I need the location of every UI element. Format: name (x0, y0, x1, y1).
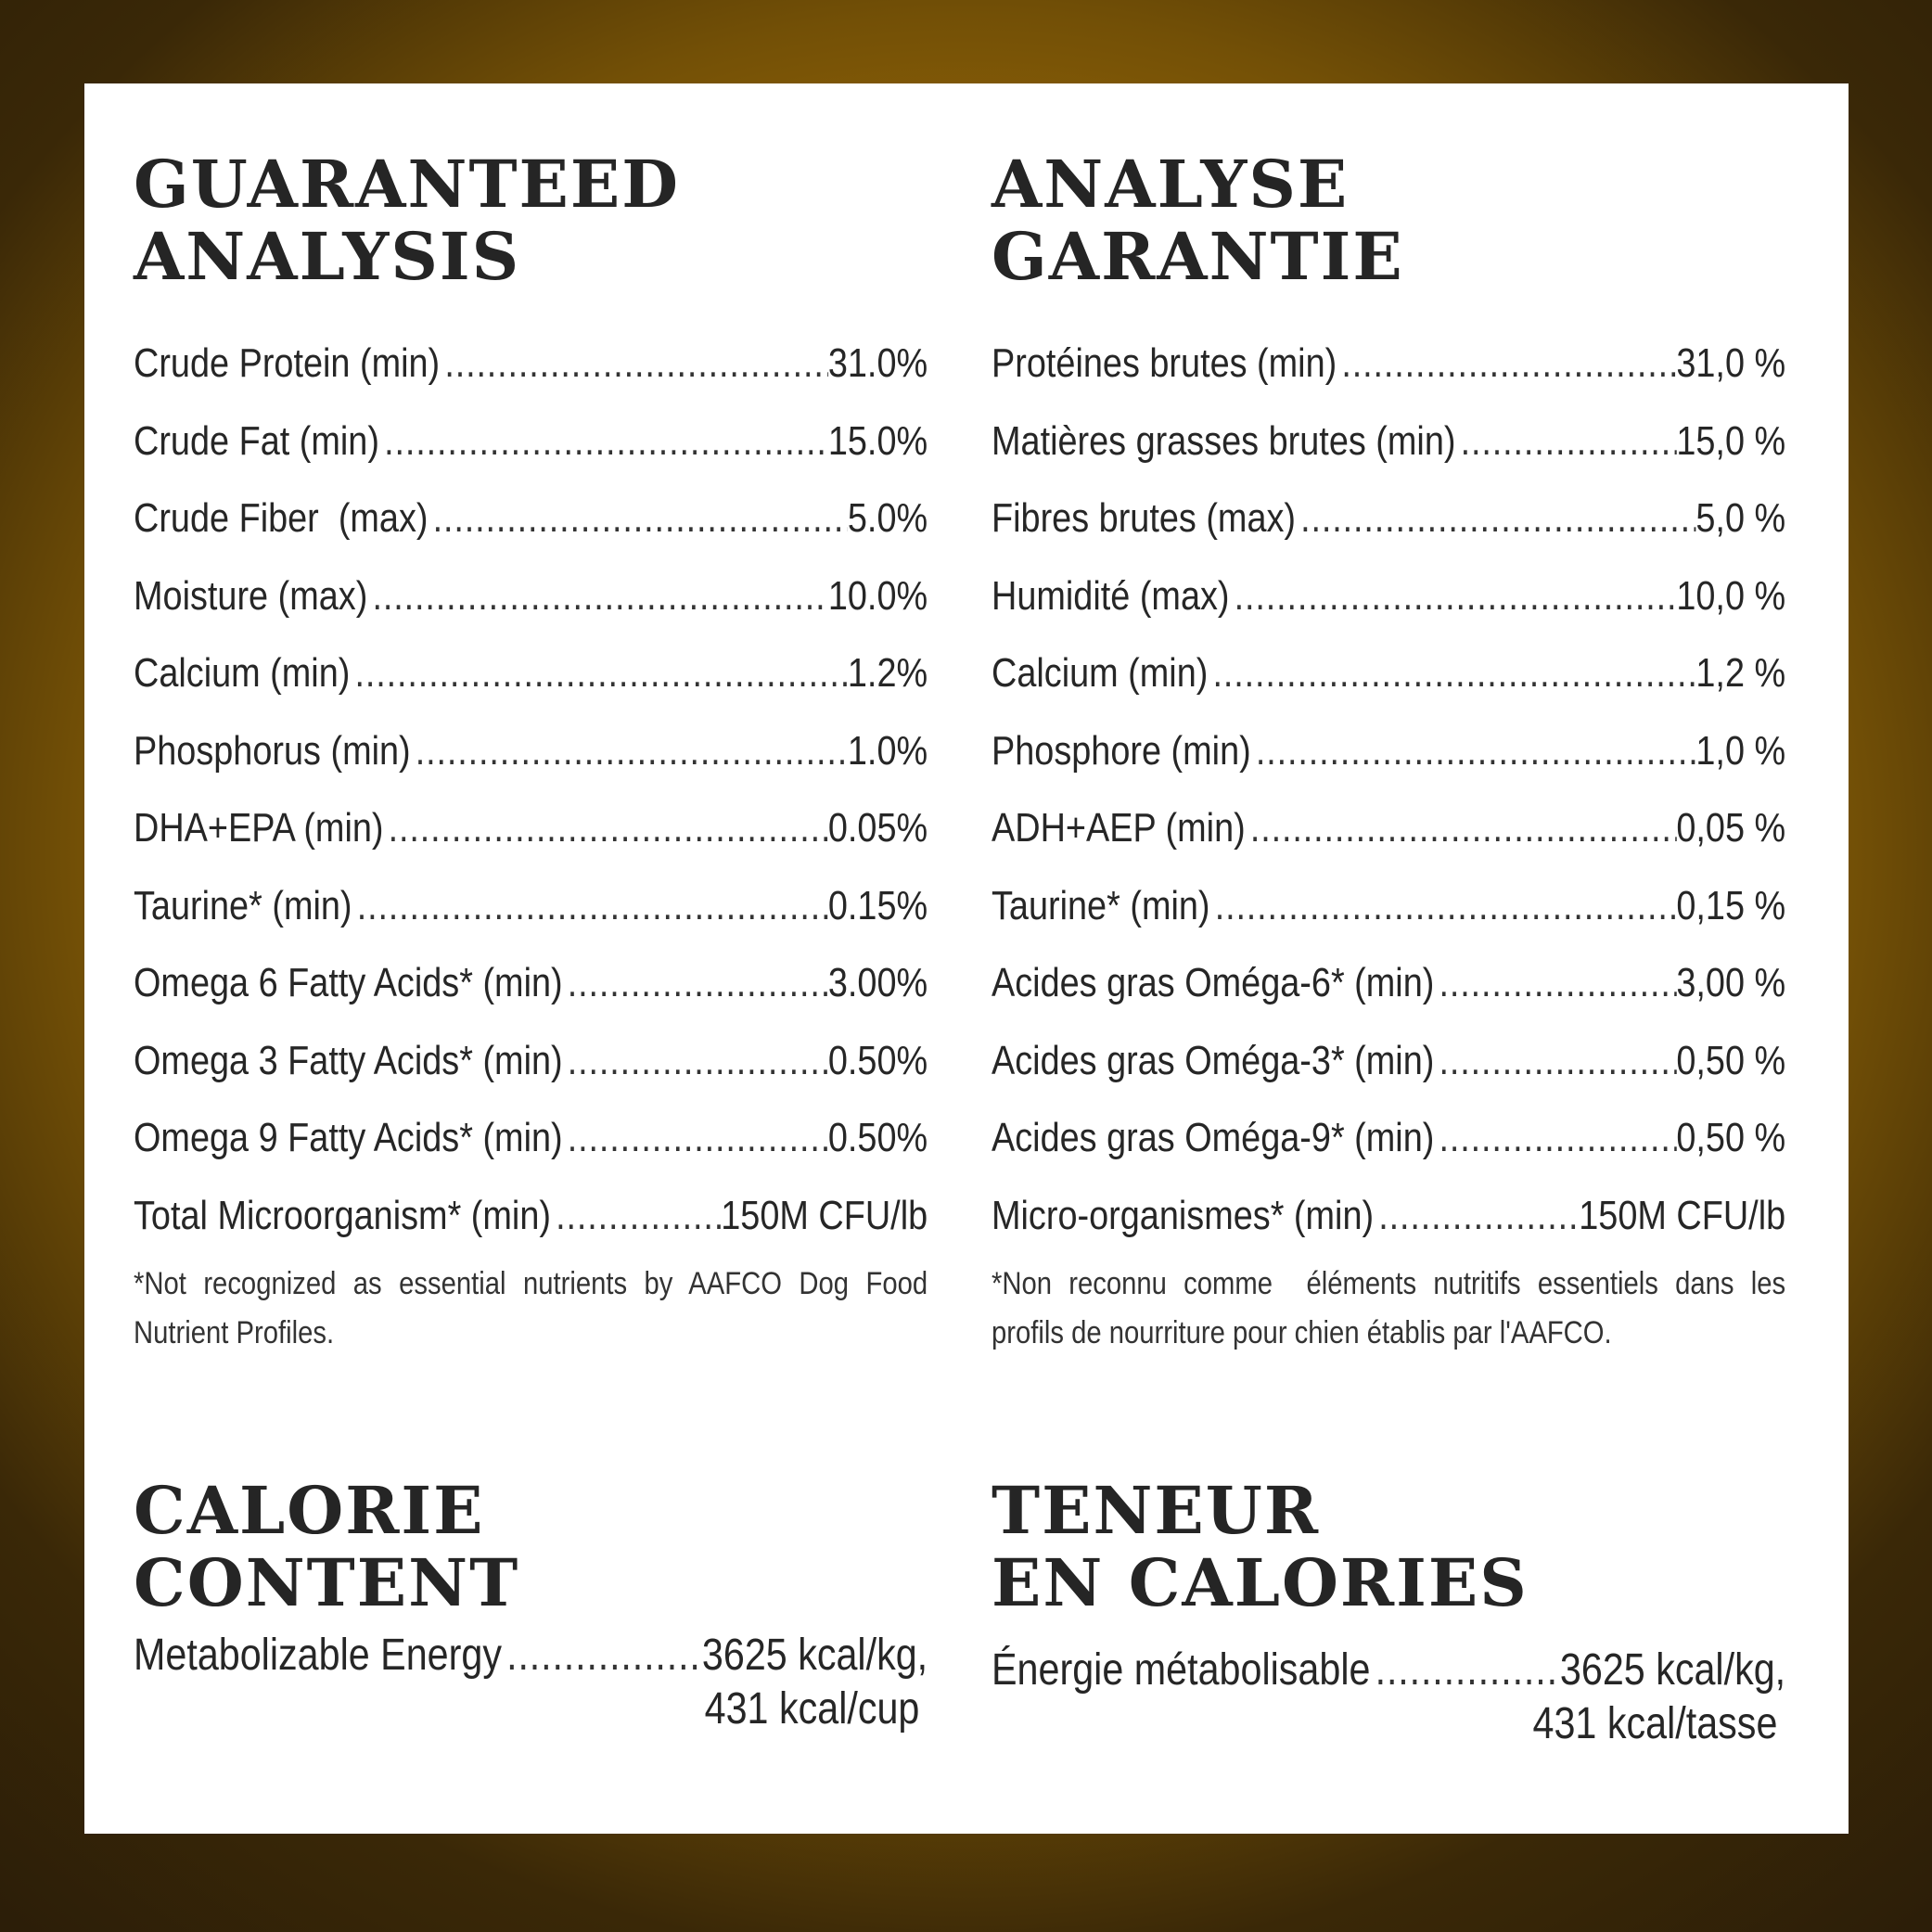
energy-value-tasse: 431 kcal/tasse (1532, 1699, 1778, 1748)
guaranteed-analysis-fr (992, 146, 1794, 1358)
leader-dots (563, 1022, 828, 1100)
energy-row: Metabolizable Energy ..... 3625 kcal/kg, (134, 1629, 928, 1683)
leader-dots (1208, 634, 1695, 712)
nutrient-row: Acides gras Oméga-6* (min) ..... 3,00 % (992, 944, 1785, 1022)
leader-dots (563, 1099, 828, 1177)
leader-dots (1434, 944, 1676, 1022)
leader-dots (1455, 403, 1676, 480)
leader-dots (1370, 1644, 1559, 1697)
nutrient-row: Moisture (max) ..... 10.0% (134, 557, 928, 635)
leader-dots (1246, 789, 1677, 867)
leader-dots (551, 1177, 721, 1255)
nutrient-row: Acides gras Oméga-3* (min) ..... 0,50 % (992, 1022, 1785, 1100)
nutrient-row: Crude Fat (min) ..... 15.0% (134, 403, 928, 480)
leader-dots (379, 403, 828, 480)
nutrient-row: DHA+EPA (min) ..... 0.05% (134, 789, 928, 867)
analysis-rows-en (134, 325, 928, 1254)
leader-dots (367, 557, 828, 635)
leader-dots (1296, 480, 1695, 557)
nutrient-row: Protéines brutes (min) ..... 31,0 % (992, 325, 1785, 403)
nutrient-row: Total Microorganism* (min) ..... 150M CFU/lb (134, 1177, 928, 1255)
nutrient-row: Matières grasses brutes (min) ..... 15,0 % (992, 403, 1785, 480)
nutrition-panel (84, 83, 1849, 1834)
nutrient-row: Phosphore (min) ..... 1,0 % (992, 712, 1785, 790)
heading-calorie-content: CALORIE CONTENT (134, 1472, 520, 1621)
leader-dots (1374, 1177, 1579, 1255)
leader-dots (502, 1629, 702, 1683)
leader-dots (1230, 557, 1677, 635)
heading-analyse-garantie: ANALYSE GARANTIE (992, 146, 1404, 295)
energy-block-fr (992, 1644, 1785, 1751)
leader-dots (350, 634, 848, 712)
leader-dots (352, 867, 828, 945)
energy-block-en (134, 1629, 928, 1736)
nutrient-row: Omega 3 Fatty Acids* (min) ..... 0.50% (134, 1022, 928, 1100)
nutrient-row: Phosphorus (min) ..... 1.0% (134, 712, 928, 790)
nutrient-row: Calcium (min) ..... 1,2 % (992, 634, 1785, 712)
leader-dots (1337, 325, 1676, 403)
leader-dots (1434, 1099, 1676, 1177)
leader-dots (1434, 1022, 1676, 1100)
nutrient-row: Humidité (max) ..... 10,0 % (992, 557, 1785, 635)
nutrient-row: Calcium (min) ..... 1.2% (134, 634, 928, 712)
nutrient-row: Micro-organismes* (min) ..... 150M CFU/lb (992, 1177, 1785, 1255)
leader-dots (411, 712, 848, 790)
leader-dots (1210, 867, 1677, 945)
leader-dots (384, 789, 828, 867)
guaranteed-analysis-en (134, 148, 928, 1358)
heading-guaranteed-analysis: GUARANTEED ANALYSIS (134, 146, 680, 295)
nutrient-row: Omega 9 Fatty Acids* (min) ..... 0.50% (134, 1099, 928, 1177)
calorie-content-en (134, 1472, 928, 1736)
analysis-rows-fr (992, 325, 1785, 1254)
footnote-en: *Not recognized as essential nutrients by AAFCO Dog Food Nutrient Profiles. (134, 1266, 928, 1350)
nutrient-row: Crude Protein (min) ..... 31.0% (134, 325, 928, 403)
leader-dots (1251, 712, 1696, 790)
nutrient-row: ADH+AEP (min) ..... 0,05 % (992, 789, 1785, 867)
energy-row: Énergie métabolisable ..... 3625 kcal/kg, (992, 1644, 1785, 1697)
heading-teneur-en-calories: TENEUR EN CALORIES (992, 1472, 1529, 1621)
energy-value-cup: 431 kcal/cup (704, 1684, 920, 1734)
leader-dots (429, 480, 848, 557)
nutrient-row: Fibres brutes (max) ..... 5,0 % (992, 480, 1785, 557)
leader-dots (440, 325, 828, 403)
nutrient-row: Taurine* (min) ..... 0.15% (134, 867, 928, 945)
nutrient-row: Taurine* (min) ..... 0,15 % (992, 867, 1785, 945)
nutrient-row: Acides gras Oméga-9* (min) ..... 0,50 % (992, 1099, 1785, 1177)
nutrient-row: Crude Fiber (max) ..... 5.0% (134, 480, 928, 557)
calorie-content-fr (992, 1472, 1786, 1751)
nutrient-row: Omega 6 Fatty Acids* (min) ..... 3.00% (134, 944, 928, 1022)
leader-dots (563, 944, 828, 1022)
footnote-fr: *Non reconnu comme éléments nutritifs essentiels dans les profils de nourriture pour chien établis par l'AAFCO. (992, 1266, 1794, 1350)
